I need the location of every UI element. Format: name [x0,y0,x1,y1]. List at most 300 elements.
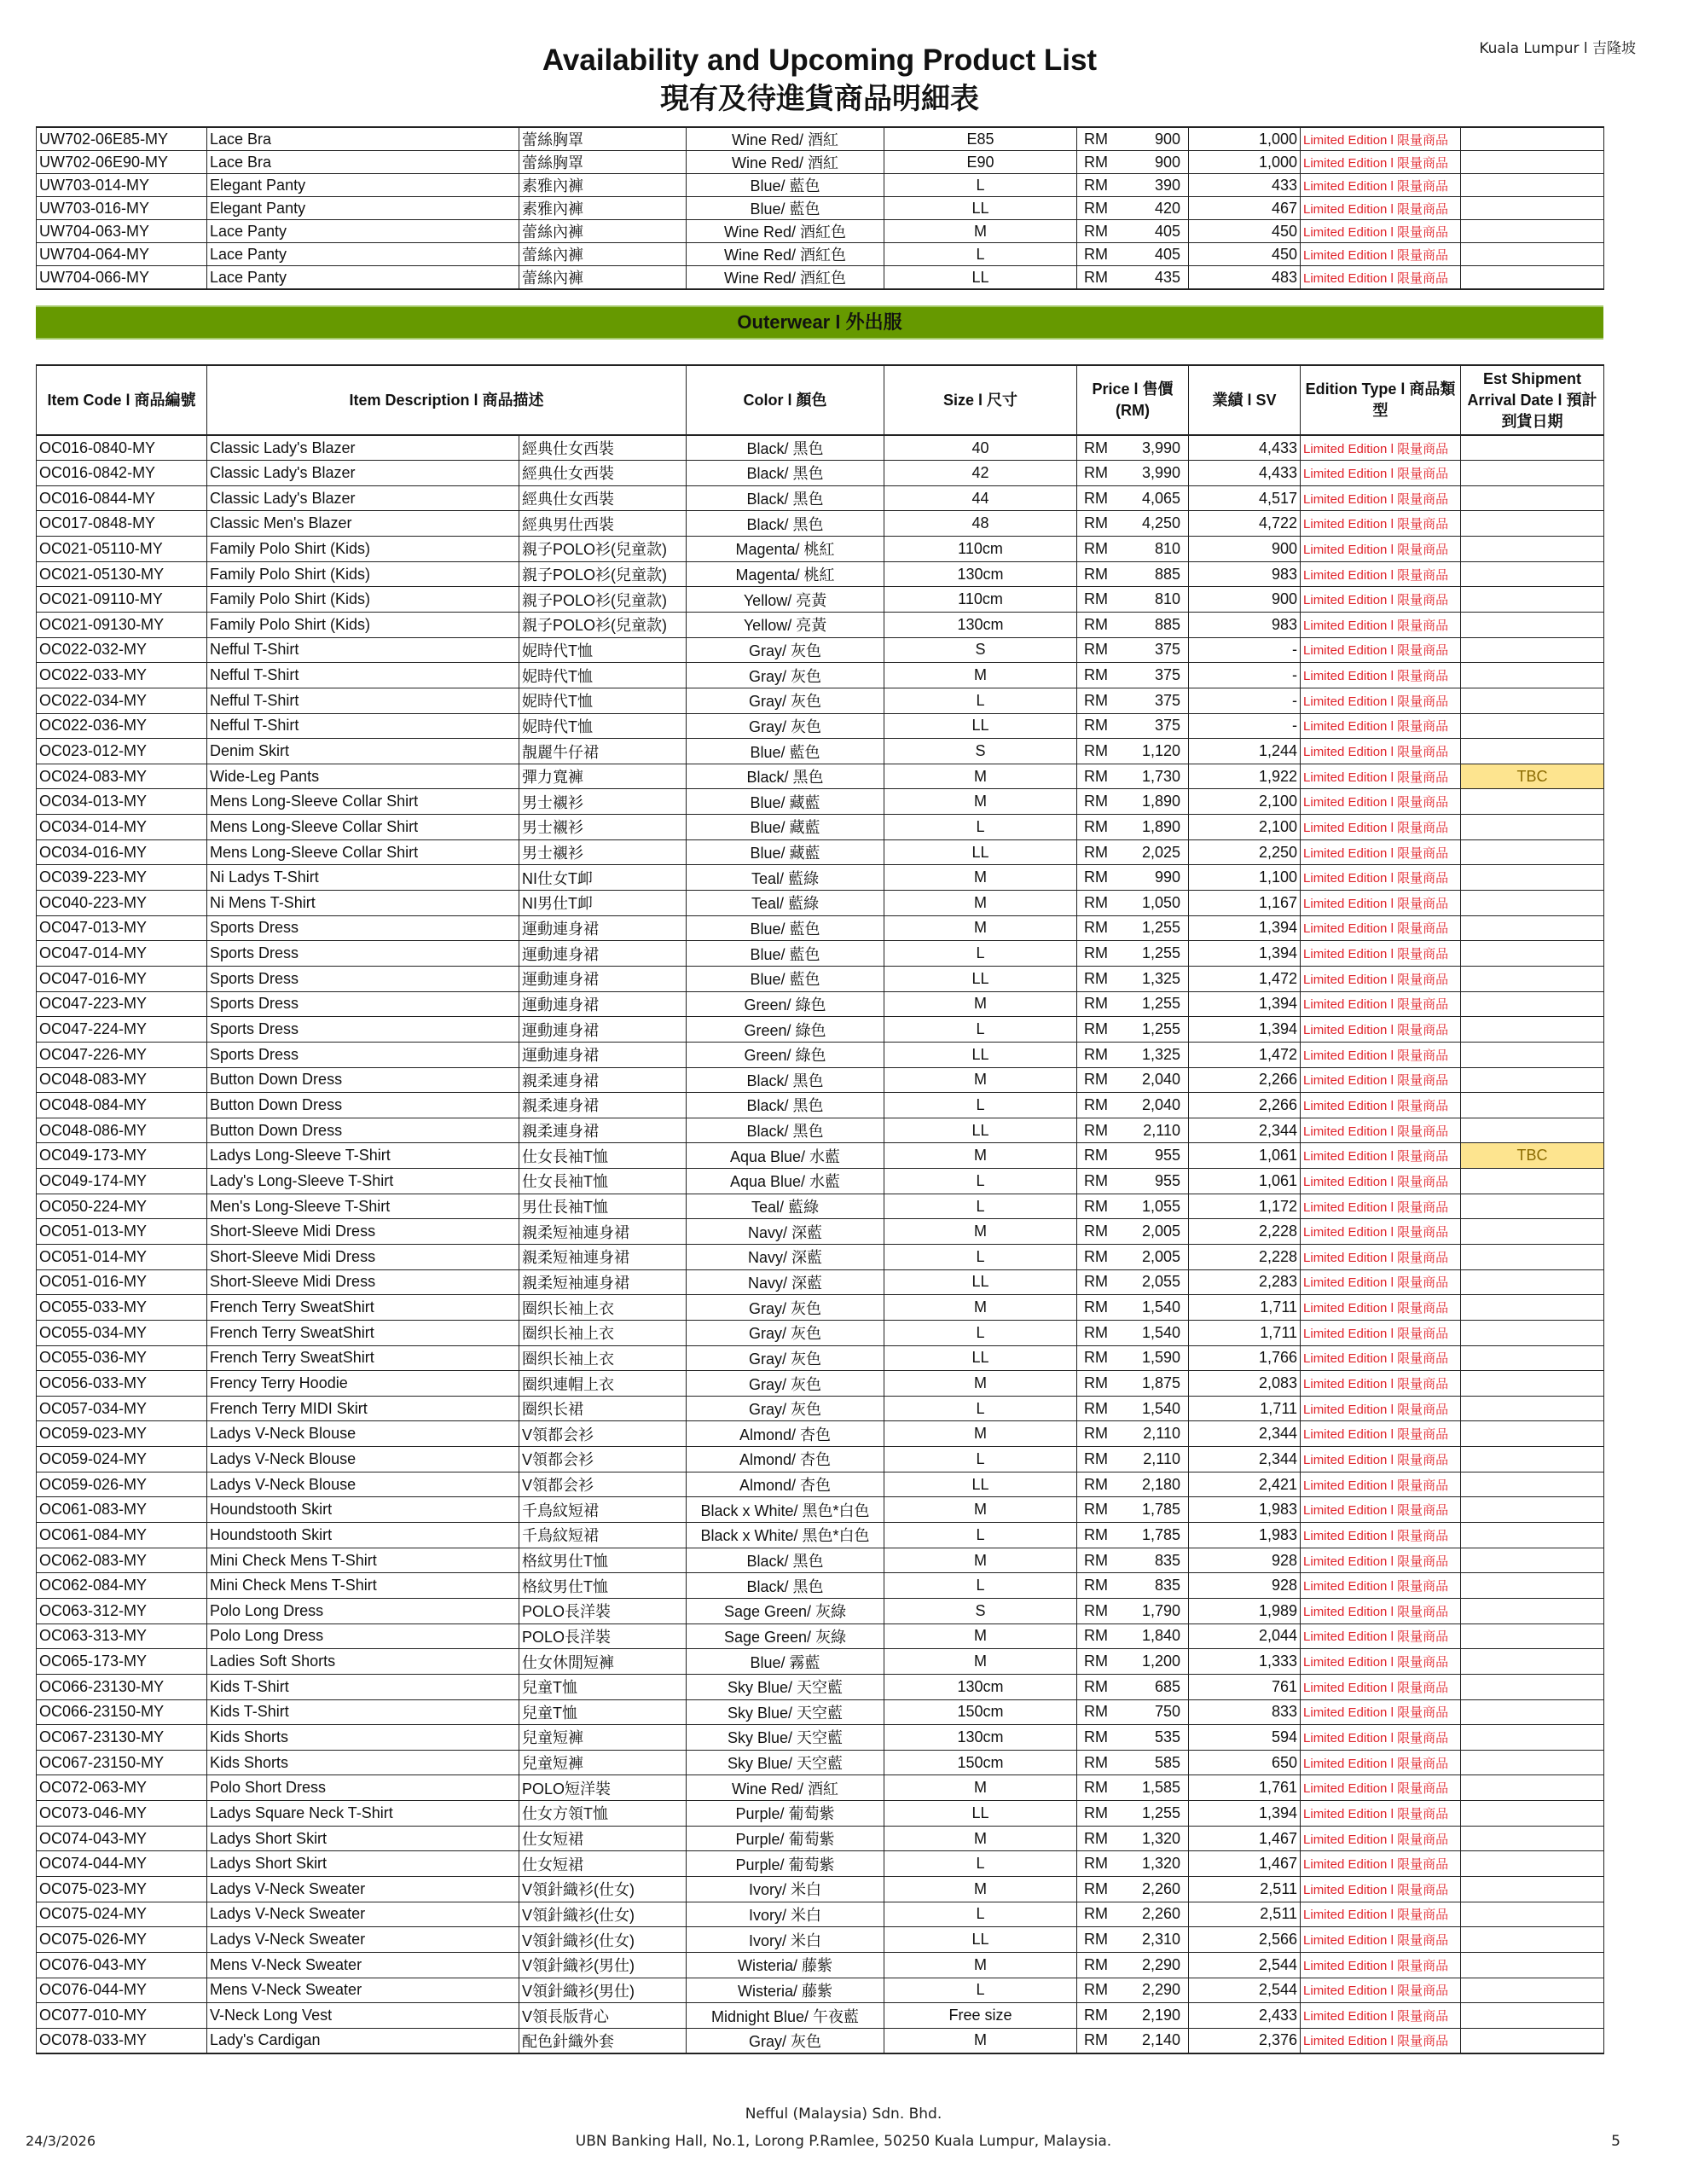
price-value: 585 [1154,1753,1181,1771]
price-value: 1,540 [1141,1399,1181,1417]
item-code-cell: OC075-026-MY [37,1927,207,1953]
currency-label: RM [1084,1095,1109,1113]
description-zh-cell: 親柔連身裙 [519,1093,687,1118]
color-cell: Gray/ 灰色 [687,2028,884,2053]
currency-label: RM [1084,969,1109,987]
size-cell: LL [884,1472,1077,1497]
arrival-date-cell [1461,688,1604,713]
item-code-cell: OC066-23130-MY [37,1674,207,1699]
size-cell: M [884,789,1077,815]
price-value: 4,250 [1141,514,1181,532]
arrival-date-cell [1461,435,1604,461]
arrival-date-tbc: TBC [1461,764,1604,789]
size-cell: L [884,1523,1077,1548]
description-en-cell: Button Down Dress [207,1093,519,1118]
description-zh-cell: 蕾絲胸罩 [519,151,687,174]
currency-label: RM [1084,1045,1109,1063]
item-code-cell: OC034-016-MY [37,839,207,865]
color-cell: Teal/ 藍綠 [687,891,884,916]
edition-type-cell: Limited Edition l 限量商品 [1301,1750,1461,1775]
sv-cell: 833 [1189,1699,1301,1725]
item-code-cell: OC057-034-MY [37,1396,207,1421]
arrival-date-cell [1461,941,1604,967]
currency-label: RM [1084,1223,1109,1240]
edition-type-cell: Limited Edition l 限量商品 [1301,915,1461,941]
price-value: 810 [1154,590,1181,608]
size-cell: L [884,1245,1077,1270]
price-value: 2,310 [1141,1931,1181,1949]
currency-label: RM [1084,1501,1109,1519]
currency-label: RM [1084,893,1109,911]
description-zh-cell: 運動連身裙 [519,1042,687,1067]
description-en-cell: Ni Mens T-Shirt [207,891,519,916]
color-cell: Purple/ 葡萄紫 [687,1826,884,1851]
color-cell: Sage Green/ 灰綠 [687,1623,884,1649]
size-cell: L [884,1194,1077,1219]
color-cell: Green/ 綠色 [687,1042,884,1067]
sv-cell: 4,722 [1189,511,1301,537]
price-cell [1077,612,1189,637]
arrival-date-cell [1461,1649,1604,1675]
arrival-date-cell [1461,1978,1604,2003]
size-cell: M [884,915,1077,941]
edition-type-cell: Limited Edition l 限量商品 [1301,1421,1461,1447]
description-zh-cell: 男士襯衫 [519,789,687,815]
sv-cell: 1,766 [1189,1345,1301,1371]
edition-type-cell: Limited Edition l 限量商品 [1301,1320,1461,1345]
description-en-cell: Ladys V-Neck Sweater [207,1877,519,1902]
arrival-date-cell [1461,891,1604,916]
col-header-edition: Edition Type l 商品類型 [1301,365,1461,435]
arrival-date-cell [1461,461,1604,486]
sv-cell: 1,061 [1189,1143,1301,1169]
color-cell: Black/ 黑色 [687,435,884,461]
currency-label: RM [1084,1855,1109,1873]
item-code-cell: OC063-312-MY [37,1598,207,1623]
price-value: 2,110 [1143,1425,1181,1443]
price-value: 375 [1154,691,1181,709]
table-row [37,561,1604,587]
arrival-date-cell [1461,713,1604,739]
continued-product-table [36,126,1604,290]
table-row [37,915,1604,941]
description-zh-cell: 親子POLO衫(兒童款) [519,561,687,587]
item-code-cell: OC055-033-MY [37,1295,207,1321]
table-row [37,1877,1604,1902]
description-en-cell: Ladys Long-Sleeve T-Shirt [207,1143,519,1169]
color-cell: Teal/ 藍綠 [687,1194,884,1219]
color-cell: Black/ 黑色 [687,1573,884,1599]
arrival-date-cell [1461,127,1604,151]
price-value: 2,025 [1141,843,1181,861]
col-header-price: Price l 售價 (RM) [1077,365,1189,435]
table-row [37,1598,1604,1623]
color-cell: Aqua Blue/ 水藍 [687,1143,884,1169]
edition-type-cell: Limited Edition l 限量商品 [1301,1952,1461,1978]
edition-type-cell: Limited Edition l 限量商品 [1301,1699,1461,1725]
sv-cell: 1,467 [1189,1826,1301,1851]
description-en-cell: Ladys Short Skirt [207,1826,519,1851]
size-cell: 130cm [884,1725,1077,1751]
description-zh-cell: 格紋男仕T恤 [519,1548,687,1573]
sv-cell: 1,333 [1189,1649,1301,1675]
currency-label: RM [1084,199,1108,217]
item-code-cell: UW702-06E85-MY [37,127,207,151]
color-cell: Black/ 黑色 [687,1067,884,1093]
arrival-date-cell [1461,243,1604,266]
description-zh-cell: V領長版背心 [519,2003,687,2029]
price-value: 2,110 [1143,1121,1181,1139]
description-zh-cell: V領都会衫 [519,1447,687,1472]
price-value: 1,875 [1141,1374,1181,1392]
item-code-cell: OC017-0848-MY [37,511,207,537]
sv-cell: 2,433 [1189,2003,1301,2029]
arrival-date-cell [1461,220,1604,243]
color-cell: Blue/ 藍色 [687,197,884,220]
edition-type-cell: Limited Edition l 限量商品 [1301,637,1461,663]
color-cell: Black/ 黑色 [687,764,884,789]
item-code-cell: OC022-034-MY [37,688,207,713]
currency-label: RM [1084,1349,1109,1367]
price-cell [1077,1093,1189,1118]
location-label: Kuala Lumpur l 吉隆坡 [1479,40,1636,57]
price-value: 405 [1154,222,1180,240]
price-cell [1077,2003,1189,2029]
arrival-date-cell [1461,511,1604,537]
description-en-cell: Lady's Cardigan [207,2028,519,2053]
price-cell [1077,637,1189,663]
price-cell [1077,1927,1189,1953]
description-en-cell: Men's Long-Sleeve T-Shirt [207,1194,519,1219]
description-zh-cell: V領針織衫(男仕) [519,1978,687,2003]
table-row [37,197,1604,220]
description-en-cell: Ladys V-Neck Sweater [207,1902,519,1927]
description-en-cell: Short-Sleeve Midi Dress [207,1219,519,1245]
currency-label: RM [1084,514,1109,532]
sv-cell: 450 [1189,220,1301,243]
description-en-cell: Ladys Square Neck T-Shirt [207,1801,519,1827]
edition-type-cell: Limited Edition l 限量商品 [1301,1093,1461,1118]
price-cell [1077,891,1189,916]
sv-cell: 1,394 [1189,915,1301,941]
sv-cell: 1,761 [1189,1775,1301,1801]
sv-cell: 2,250 [1189,839,1301,865]
price-cell [1077,1396,1189,1421]
price-value: 535 [1154,1728,1181,1745]
item-code-cell: OC076-044-MY [37,1978,207,2003]
edition-type-cell: Limited Edition l 限量商品 [1301,1017,1461,1043]
col-header-item-code: Item Code l 商品編號 [37,365,207,435]
price-cell [1077,1902,1189,1927]
sv-cell: 1,172 [1189,1194,1301,1219]
table-row [37,1421,1604,1447]
item-code-cell: OC059-024-MY [37,1447,207,1472]
description-en-cell: Houndstooth Skirt [207,1523,519,1548]
arrival-date-cell [1461,1750,1604,1775]
size-cell: M [884,663,1077,688]
currency-label: RM [1084,1374,1109,1392]
size-cell: M [884,1649,1077,1675]
sv-cell: 4,517 [1189,485,1301,511]
price-cell [1077,2028,1189,2053]
price-cell [1077,1523,1189,1548]
price-cell [1077,511,1189,537]
color-cell: Black/ 黑色 [687,1118,884,1143]
description-zh-cell: 仕女短裙 [519,1851,687,1877]
sv-cell: 2,228 [1189,1245,1301,1270]
edition-type-cell: Limited Edition l 限量商品 [1301,764,1461,789]
description-zh-cell: V領針織衫(仕女) [519,1927,687,1953]
edition-type-cell: Limited Edition l 限量商品 [1301,1523,1461,1548]
edition-type-cell: Limited Edition l 限量商品 [1301,1143,1461,1169]
size-cell: L [884,1447,1077,1472]
item-code-cell: OC048-083-MY [37,1067,207,1093]
arrival-date-cell [1461,1497,1604,1523]
table-row [37,485,1604,511]
color-cell: Navy/ 深藍 [687,1269,884,1295]
arrival-date-cell [1461,1295,1604,1321]
item-code-cell: OC047-016-MY [37,966,207,991]
sv-cell: 2,283 [1189,1269,1301,1295]
color-cell: Wine Red/ 酒紅 [687,1775,884,1801]
price-value: 900 [1154,130,1180,148]
price-value: 1,200 [1141,1653,1181,1670]
price-value: 1,320 [1141,1829,1181,1847]
size-cell: M [884,1826,1077,1851]
description-zh-cell: 運動連身裙 [519,915,687,941]
description-zh-cell: 男仕長袖T恤 [519,1194,687,1219]
size-cell: M [884,1421,1077,1447]
title-english: Availability and Upcoming Product List [542,44,1098,77]
item-code-cell: OC072-063-MY [37,1775,207,1801]
table-row [37,1320,1604,1345]
edition-type-cell: Limited Edition l 限量商品 [1301,1118,1461,1143]
size-cell: M [884,220,1077,243]
size-cell: M [884,991,1077,1017]
price-value: 375 [1154,717,1181,735]
price-value: 810 [1154,539,1181,557]
sv-cell: 650 [1189,1750,1301,1775]
edition-type-cell: Limited Edition l 限量商品 [1301,511,1461,537]
arrival-date-cell [1461,1851,1604,1877]
table-row [37,1396,1604,1421]
color-cell: Ivory/ 米白 [687,1927,884,1953]
price-value: 1,590 [1141,1349,1181,1367]
price-value: 1,055 [1141,1197,1181,1215]
table-row [37,1295,1604,1321]
color-cell: Blue/ 藏藍 [687,839,884,865]
arrival-date-cell [1461,1801,1604,1827]
item-code-cell: OC022-033-MY [37,663,207,688]
price-cell [1077,966,1189,991]
table-row [37,865,1604,891]
description-en-cell: French Terry SweatShirt [207,1345,519,1371]
item-code-cell: OC061-084-MY [37,1523,207,1548]
size-cell: L [884,174,1077,197]
color-cell: Gray/ 灰色 [687,1320,884,1345]
price-cell [1077,1447,1189,1472]
color-cell: Gray/ 灰色 [687,713,884,739]
table-row [37,2028,1604,2053]
size-cell: L [884,1320,1077,1345]
description-zh-cell: 兒童T恤 [519,1674,687,1699]
price-value: 885 [1154,565,1181,583]
table-row [37,1169,1604,1194]
price-cell [1077,1371,1189,1397]
description-en-cell: Button Down Dress [207,1118,519,1143]
item-code-cell: OC073-046-MY [37,1801,207,1827]
edition-type-cell: Limited Edition l 限量商品 [1301,1775,1461,1801]
sv-cell: 2,566 [1189,1927,1301,1953]
color-cell: Ivory/ 米白 [687,1902,884,1927]
edition-type-cell: Limited Edition l 限量商品 [1301,537,1461,562]
size-cell: M [884,1143,1077,1169]
edition-type-cell: Limited Edition l 限量商品 [1301,1877,1461,1902]
edition-type-cell: Limited Edition l 限量商品 [1301,587,1461,613]
edition-type-cell: Limited Edition l 限量商品 [1301,1194,1461,1219]
description-en-cell: Kids Shorts [207,1750,519,1775]
description-zh-cell: 親柔短袖連身裙 [519,1245,687,1270]
description-zh-cell: V領針織衫(仕女) [519,1877,687,1902]
currency-label: RM [1084,463,1109,481]
currency-label: RM [1084,1779,1109,1797]
color-cell: Almond/ 杏色 [687,1421,884,1447]
edition-type-cell: Limited Edition l 限量商品 [1301,739,1461,764]
color-cell: Blue/ 藍色 [687,966,884,991]
price-value: 685 [1154,1677,1181,1695]
item-code-cell: OC021-05130-MY [37,561,207,587]
description-en-cell: Kids T-Shirt [207,1674,519,1699]
description-zh-cell: 經典仕女西裝 [519,461,687,486]
color-cell: Yellow/ 亮黃 [687,612,884,637]
color-cell: Wine Red/ 酒紅 [687,151,884,174]
sv-cell: 1,472 [1189,966,1301,991]
col-header-arrival: Est Shipment Arrival Date l 預計到貨日期 [1461,365,1604,435]
currency-label: RM [1084,2007,1109,2024]
edition-type-cell: Limited Edition l 限量商品 [1301,561,1461,587]
price-cell [1077,1674,1189,1699]
footer-date: 24/3/2026 [26,2133,96,2149]
currency-label: RM [1084,817,1109,835]
edition-type-cell: Limited Edition l 限量商品 [1301,1042,1461,1067]
description-zh-cell: POLO長洋裝 [519,1623,687,1649]
sv-cell: 2,266 [1189,1093,1301,1118]
price-cell [1077,1269,1189,1295]
size-cell: LL [884,266,1077,290]
arrival-date-cell [1461,1421,1604,1447]
table-row [37,1017,1604,1043]
price-value: 1,325 [1141,969,1181,987]
size-cell: L [884,815,1077,840]
description-en-cell: Mini Check Mens T-Shirt [207,1548,519,1573]
color-cell: Navy/ 深藍 [687,1245,884,1270]
size-cell: 130cm [884,1674,1077,1699]
sv-cell: 1,394 [1189,1017,1301,1043]
table-row [37,1623,1604,1649]
arrival-date-cell [1461,1042,1604,1067]
item-code-cell: OC074-044-MY [37,1851,207,1877]
edition-type-cell: Limited Edition l 限量商品 [1301,174,1461,197]
table-row [37,688,1604,713]
item-code-cell: OC022-032-MY [37,637,207,663]
description-en-cell: Lace Panty [207,266,519,290]
item-code-cell: OC066-23150-MY [37,1699,207,1725]
description-zh-cell: 兒童短褲 [519,1725,687,1751]
table-row [37,1067,1604,1093]
description-en-cell: Mens V-Neck Sweater [207,1978,519,2003]
price-cell [1077,1472,1189,1497]
description-zh-cell: POLO長洋裝 [519,1598,687,1623]
table-row [37,941,1604,967]
item-code-cell: OC051-013-MY [37,1219,207,1245]
sv-cell: 1,711 [1189,1396,1301,1421]
description-zh-cell: 妮時代T恤 [519,637,687,663]
price-value: 2,040 [1141,1071,1181,1089]
description-en-cell: Family Polo Shirt (Kids) [207,587,519,613]
table-row [37,891,1604,916]
page-number: 5 [1611,2133,1620,2150]
description-zh-cell: 妮時代T恤 [519,688,687,713]
description-en-cell: Lady's Long-Sleeve T-Shirt [207,1169,519,1194]
edition-type-cell: Limited Edition l 限量商品 [1301,243,1461,266]
item-code-cell: OC056-033-MY [37,1371,207,1397]
size-cell: L [884,1017,1077,1043]
description-en-cell: Nefful T-Shirt [207,663,519,688]
item-code-cell: OC055-036-MY [37,1345,207,1371]
item-code-cell: OC047-014-MY [37,941,207,967]
price-value: 375 [1154,666,1181,684]
price-cell [1077,688,1189,713]
description-zh-cell: V領都会衫 [519,1472,687,1497]
currency-label: RM [1084,944,1109,962]
table-row [37,739,1604,764]
price-value: 3,990 [1141,439,1181,456]
edition-type-cell: Limited Edition l 限量商品 [1301,1345,1461,1371]
table-row [37,587,1604,613]
item-code-cell: OC021-09110-MY [37,587,207,613]
item-code-cell: OC016-0840-MY [37,435,207,461]
color-cell: Gray/ 灰色 [687,1371,884,1397]
description-en-cell: Classic Men's Blazer [207,511,519,537]
item-code-cell: OC051-016-MY [37,1269,207,1295]
table-row [37,1118,1604,1143]
sv-cell: 2,421 [1189,1472,1301,1497]
currency-label: RM [1084,615,1109,633]
item-code-cell: OC016-0844-MY [37,485,207,511]
price-cell [1077,1421,1189,1447]
table-row [37,713,1604,739]
description-en-cell: Ladys V-Neck Blouse [207,1421,519,1447]
price-value: 1,255 [1141,919,1181,937]
price-value: 1,255 [1141,944,1181,962]
size-cell: M [884,865,1077,891]
price-value: 1,730 [1141,767,1181,785]
description-en-cell: Sports Dress [207,966,519,991]
description-en-cell: Mens V-Neck Sweater [207,1952,519,1978]
currency-label: RM [1084,1121,1109,1139]
table-row [37,1902,1604,1927]
edition-type-cell: Limited Edition l 限量商品 [1301,941,1461,967]
description-en-cell: Elegant Panty [207,197,519,220]
description-en-cell: Mini Check Mens T-Shirt [207,1573,519,1599]
table-row [37,1042,1604,1067]
description-en-cell: French Terry SweatShirt [207,1320,519,1345]
color-cell: Green/ 綠色 [687,991,884,1017]
edition-type-cell: Limited Edition l 限量商品 [1301,1725,1461,1751]
currency-label: RM [1084,1399,1109,1417]
table-row [37,1548,1604,1573]
price-cell [1077,1699,1189,1725]
